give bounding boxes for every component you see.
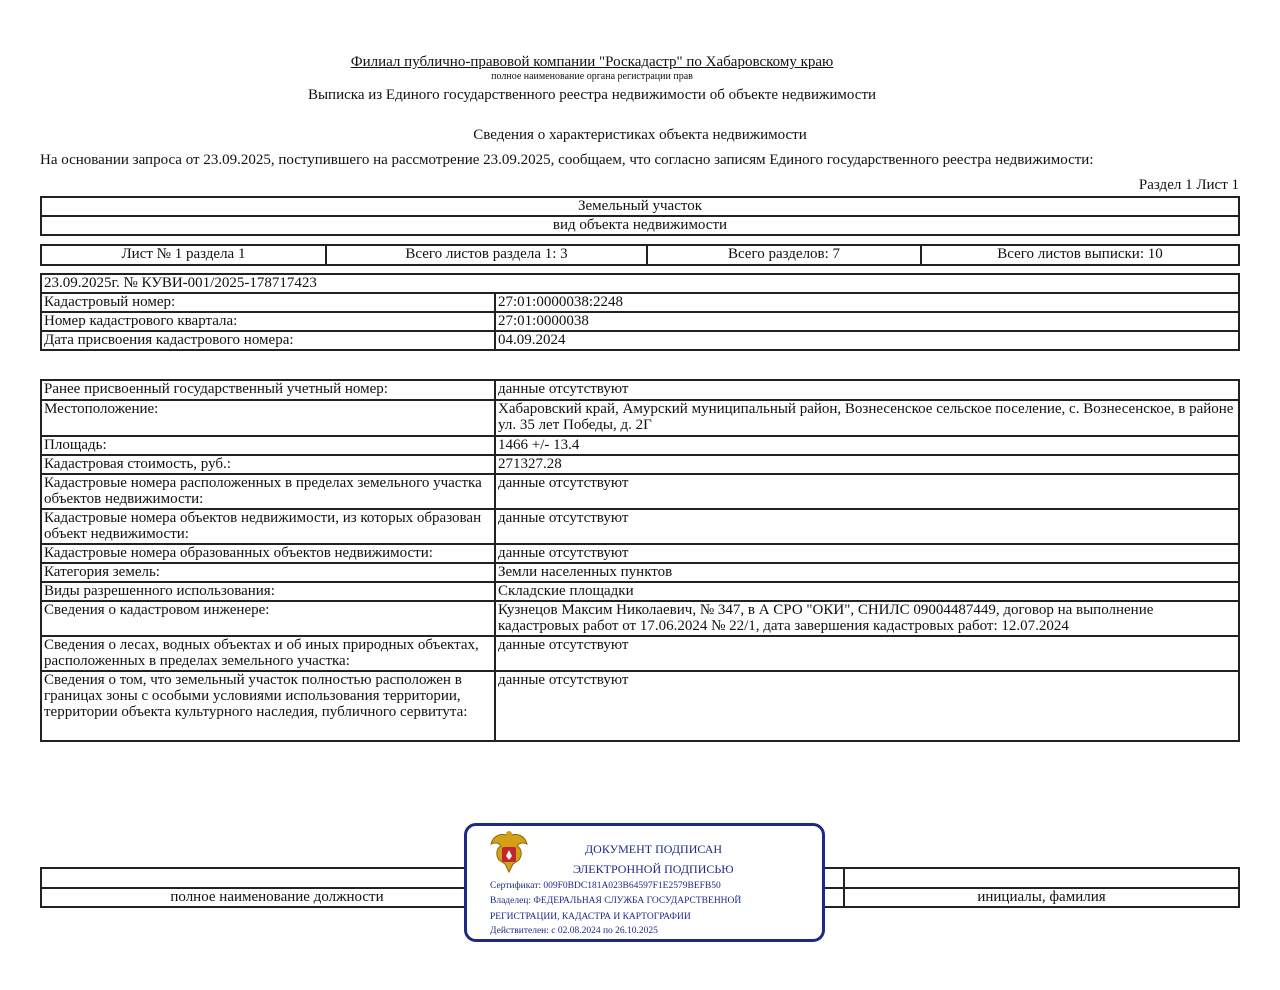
row-value: Хабаровский край, Амурский муниципальный район, Вознесенское сельское поселение, с. Вознесенское, в районе ул. 35 лет Победы, д. 2Г: [495, 400, 1239, 436]
table-row: [41, 601, 1239, 636]
row-value: данные отсутствуют: [495, 380, 1239, 400]
table-row: [41, 436, 1239, 455]
row-label: Виды разрешенного использования:: [41, 582, 495, 601]
row-value: данные отсутствуют: [495, 636, 1239, 671]
row-value: Земли населенных пунктов: [495, 563, 1239, 582]
position-cell: [41, 868, 513, 888]
sheet-number: Лист № 1 раздела 1: [41, 245, 326, 265]
total-sections: Всего разделов: 7: [647, 245, 921, 265]
stamp-owner2: РЕГИСТРАЦИИ, КАДАСТРА И КАРТОГРАФИИ: [490, 912, 691, 922]
row-label: Сведения о том, что земельный участок полностью расположен в границах зоны с особыми условиями использования территории, территории объекта культурного наследия, публичного сервитута:: [41, 671, 495, 741]
coat-of-arms-icon: [487, 830, 531, 876]
object-type-table: [40, 196, 1240, 236]
table-row: [41, 582, 1239, 601]
row-label: Кадастровые номера образованных объектов недвижимости:: [41, 544, 495, 563]
doc-title: Выписка из Единого государственного реестра недвижимости об объекте недвижимости: [307, 87, 877, 103]
table-row: [41, 400, 1239, 436]
stamp-line1: ДОКУМЕНТ ПОДПИСАН: [585, 842, 723, 856]
row-label: Категория земель:: [41, 563, 495, 582]
total-sheets-section: Всего листов раздела 1: 3: [326, 245, 647, 265]
table-row: [41, 380, 1239, 400]
table-row: [41, 671, 1239, 741]
table-row: [41, 636, 1239, 671]
sheet-info-table: [40, 244, 1240, 266]
row-value: Кузнецов Максим Николаевич, № 347, в А СРО "ОКИ", СНИЛС 09004487449, договор на выполнение кадастровых работ от 17.06.2024 № 22/1, дата завершения кадастровых работ: 12.07.2024: [495, 601, 1239, 636]
section-title: Сведения о характеристиках объекта недвижимости: [473, 127, 807, 143]
details-table: [40, 379, 1240, 742]
section-page: Раздел 1 Лист 1: [1138, 177, 1239, 193]
row-label: Местоположение:: [41, 400, 495, 436]
row-label: Сведения о кадастровом инженере:: [41, 601, 495, 636]
row-value: данные отсутствуют: [495, 474, 1239, 509]
table-row: [41, 293, 1239, 312]
row-value: данные отсутствуют: [495, 509, 1239, 544]
total-sheets: Всего листов выписки: 10: [921, 245, 1239, 265]
object-type: Земельный участок: [41, 197, 1239, 216]
basis-text: На основании запроса от 23.09.2025, поступившего на рассмотрение 23.09.2025, сообщаем, что согласно записям Единого государственного реестра недвижимости:: [40, 152, 1094, 168]
ident-table: [40, 273, 1240, 351]
table-row: [41, 563, 1239, 582]
row-label: Кадастровая стоимость, руб.:: [41, 455, 495, 474]
table-row: [41, 544, 1239, 563]
org-caption: полное наименование органа регистрации прав: [491, 71, 693, 82]
e-signature-stamp: [464, 823, 825, 942]
position-caption: полное наименование должности: [41, 888, 513, 907]
row-value: 271327.28: [495, 455, 1239, 474]
name-caption: инициалы, фамилия: [844, 888, 1239, 907]
row-value: Складские площадки: [495, 582, 1239, 601]
stamp-certificate: Сертификат: 009F0BDC181A023B64597F1E2579BEFB50: [490, 881, 721, 891]
row-value: 27:01:0000038:2248: [495, 293, 1239, 312]
table-row: [41, 331, 1239, 350]
row-value: 27:01:0000038: [495, 312, 1239, 331]
table-row: [41, 474, 1239, 509]
row-label: Номер кадастрового квартала:: [41, 312, 495, 331]
object-type-caption: вид объекта недвижимости: [41, 216, 1239, 235]
row-label: Кадастровые номера расположенных в пределах земельного участка объектов недвижимости:: [41, 474, 495, 509]
row-value: данные отсутствуют: [495, 544, 1239, 563]
stamp-valid: Действителен: с 02.08.2024 по 26.10.2025: [490, 926, 658, 936]
row-label: Площадь:: [41, 436, 495, 455]
row-value: 04.09.2024: [495, 331, 1239, 350]
name-cell: [844, 868, 1239, 888]
table-row: [41, 312, 1239, 331]
row-label: Кадастровый номер:: [41, 293, 495, 312]
table-row: [41, 509, 1239, 544]
row-label: Дата присвоения кадастрового номера:: [41, 331, 495, 350]
stamp-owner: Владелец: ФЕДЕРАЛЬНАЯ СЛУЖБА ГОСУДАРСТВЕННОЙ: [490, 896, 742, 906]
row-label: Сведения о лесах, водных объектах и об иных природных объектах, расположенных в пределах земельного участка:: [41, 636, 495, 671]
stamp-line2: ЭЛЕКТРОННОЙ ПОДПИСЬЮ: [573, 862, 734, 876]
doc-number: 23.09.2025г. № КУВИ-001/2025-178717423: [41, 274, 1239, 293]
row-value: 1466 +/- 13.4: [495, 436, 1239, 455]
table-row: [41, 455, 1239, 474]
row-label: Ранее присвоенный государственный учетный номер:: [41, 380, 495, 400]
row-label: Кадастровые номера объектов недвижимости, из которых образован объект недвижимости:: [41, 509, 495, 544]
row-value: данные отсутствуют: [495, 671, 1239, 741]
org-name: Филиал публично-правовой компании "Роскадастр" по Хабаровскому краю: [350, 54, 834, 70]
